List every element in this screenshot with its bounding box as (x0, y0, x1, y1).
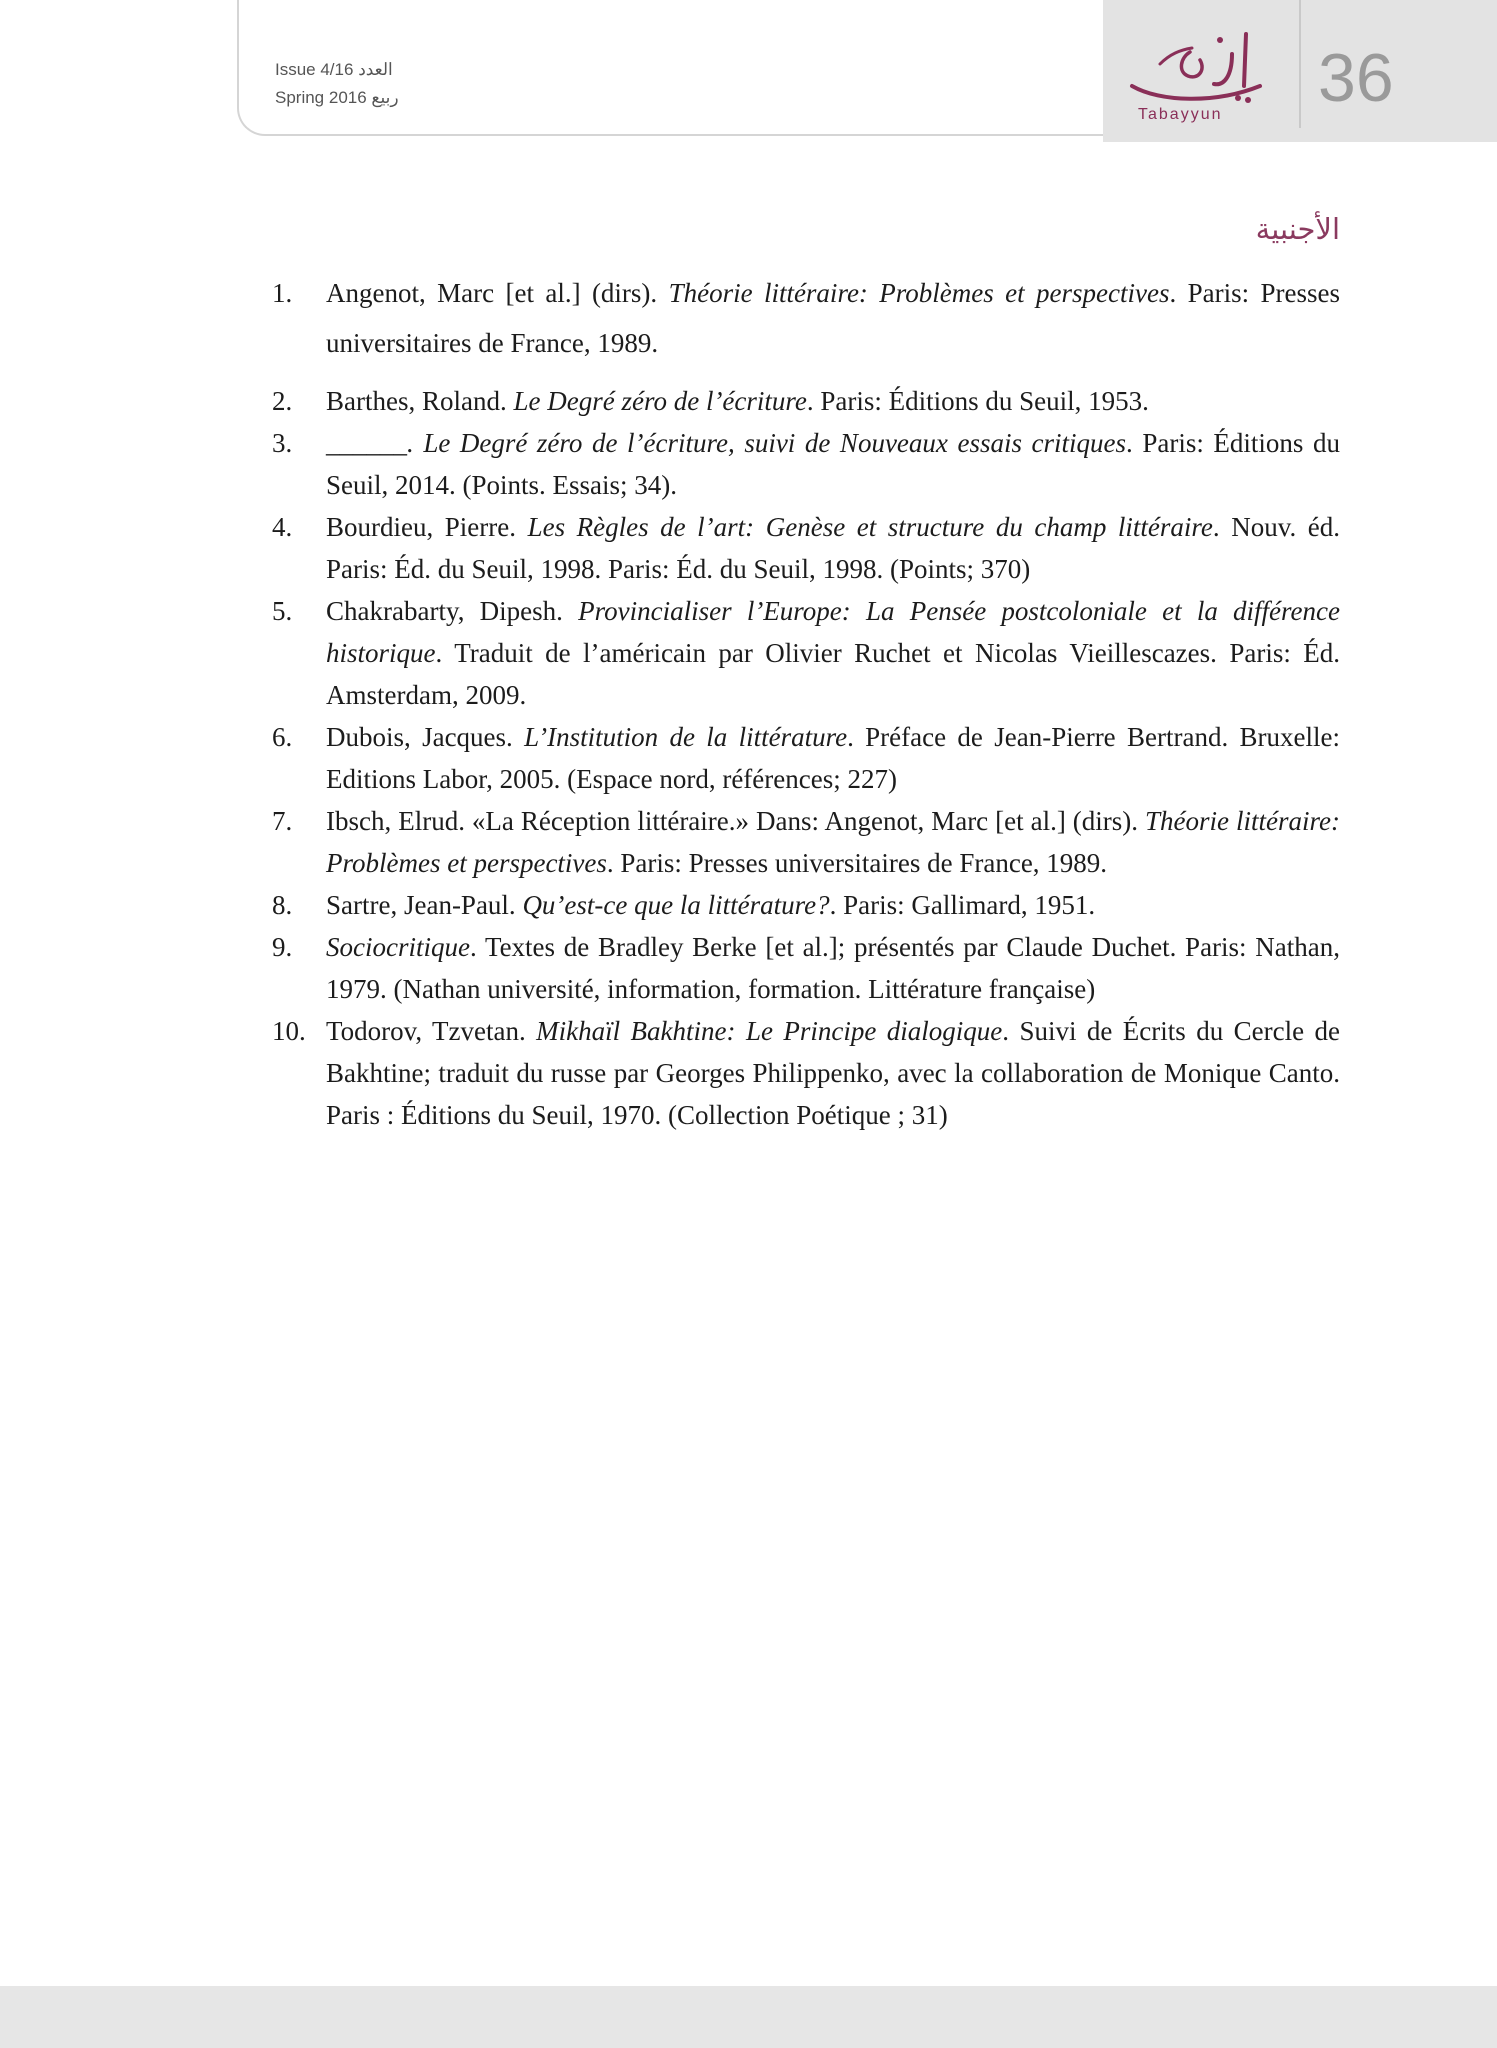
reference-segment: . Paris: Presses universitaires de France, 1989. (326, 278, 1341, 358)
reference-segment: Angenot, Marc [et al.] (dirs). (326, 278, 669, 308)
reference-title: Qu’est-ce que la littérature? (522, 890, 830, 920)
reference-segment: . Paris: Presses universitaires de France, 1989. (606, 848, 1108, 878)
season-label-arabic: ربيع (371, 88, 399, 107)
journal-logo (1120, 24, 1290, 134)
footer-band (0, 1986, 1497, 2048)
reference-title: . Le Degré zéro de l’écriture, suivi de Nouveaux essais critiques (407, 428, 1127, 458)
reference-item (272, 422, 1340, 506)
reference-text (326, 1010, 1340, 1136)
reference-segment: Barthes, Roland. (326, 386, 514, 416)
calligraphy-logo-icon (1120, 24, 1290, 114)
reference-segment: . Suivi de Écrits du Cercle de Bakhtine; traduit du russe par Georges Philippenko, avec la collaboration de Monique Canto. Paris : Éditions du Seuil, 1970. (Collection Poétique ; 31) (326, 1016, 1340, 1130)
season-line (275, 84, 399, 112)
reference-segment: Dubois, Jacques. (326, 722, 525, 752)
issue-line (275, 56, 399, 84)
reference-number: 1. (272, 278, 293, 308)
reference-list (272, 268, 1340, 1136)
season-label: Spring 2016 (275, 88, 367, 107)
reference-segment: . Préface de Jean-Pierre Bertrand. Bruxelle: Editions Labor, 2005. (Espace nord, références; 227) (326, 722, 1340, 794)
reference-item (272, 926, 1340, 1010)
reference-number: 2. (272, 386, 293, 416)
reference-title: Le Degré zéro de l’écriture (513, 386, 807, 416)
reference-segment: Chakrabarty, Dipesh. (326, 596, 579, 626)
reference-segment: Todorov, Tzvetan. (326, 1016, 537, 1046)
reference-item (272, 884, 1340, 926)
reference-number: 6. (272, 722, 293, 752)
reference-title: Théorie littéraire: Problèmes et perspectives (326, 806, 1340, 878)
header-divider (1299, 0, 1301, 128)
reference-segment: Ibsch, Elrud. «La Réception littéraire.» Dans: Angenot, Marc [et al.] (dirs). (326, 806, 1146, 836)
reference-number: 8. (272, 890, 293, 920)
reference-title: Provincialiser l’Europe: La Pensée postcoloniale et la différence historique (326, 596, 1340, 668)
reference-text (326, 716, 1340, 800)
reference-text (326, 422, 1340, 506)
reference-item (272, 506, 1340, 590)
reference-number: 5. (272, 596, 293, 626)
reference-number: 7. (272, 806, 293, 836)
reference-item (272, 380, 1340, 422)
reference-number: 9. (272, 932, 293, 962)
section-heading: الأجنبية (1255, 212, 1340, 246)
reference-segment: ______ (326, 428, 407, 458)
reference-number: 10. (272, 1016, 306, 1046)
reference-text (326, 506, 1340, 590)
page-number: 36 (1318, 40, 1394, 116)
reference-title: Mikhaïl Bakhtine: Le Principe dialogique (536, 1016, 1003, 1046)
reference-title: Sociocritique (326, 932, 470, 962)
brand-latin-name: Tabayyun (1138, 106, 1223, 123)
reference-item (272, 268, 1340, 368)
reference-title: Les Règles de l’art: Genèse et structure du champ littéraire (527, 512, 1213, 542)
reference-text (326, 590, 1340, 716)
reference-text (326, 926, 1340, 1010)
reference-segment: . Textes de Bradley Berke [et al.]; présentés par Claude Duchet. Paris: Nathan, 1979. (Nathan université, information, formation. Littérature française) (326, 932, 1340, 1004)
reference-item (272, 590, 1340, 716)
reference-text (326, 380, 1340, 422)
reference-text (326, 884, 1340, 926)
reference-segment: . Paris: Éditions du Seuil, 2014. (Points. Essais; 34). (326, 428, 1340, 500)
reference-item (272, 800, 1340, 884)
reference-segment: . Paris: Éditions du Seuil, 1953. (806, 386, 1149, 416)
reference-segment: . Nouv. éd. Paris: Éd. du Seuil, 1998. Paris: Éd. du Seuil, 1998. (Points; 370) (326, 512, 1340, 584)
issue-label-arabic: العدد (358, 60, 393, 79)
reference-segment: Sartre, Jean-Paul. (326, 890, 523, 920)
reference-item (272, 1010, 1340, 1136)
reference-text (326, 800, 1340, 884)
reference-segment: . Traduit de l’américain par Olivier Ruchet et Nicolas Vieillescazes. Paris: Éd. Amsterdam, 2009. (326, 638, 1340, 710)
reference-number: 3. (272, 428, 293, 458)
issue-info (275, 56, 399, 112)
reference-text (326, 268, 1340, 368)
reference-title: L’Institution de la littérature (524, 722, 848, 752)
reference-title: Théorie littéraire: Problèmes et perspectives (668, 278, 1170, 308)
reference-segment: . Paris: Gallimard, 1951. (829, 890, 1096, 920)
reference-segment: Bourdieu, Pierre. (326, 512, 528, 542)
reference-number: 4. (272, 512, 293, 542)
issue-label: Issue 4/16 (275, 60, 354, 79)
reference-item (272, 716, 1340, 800)
